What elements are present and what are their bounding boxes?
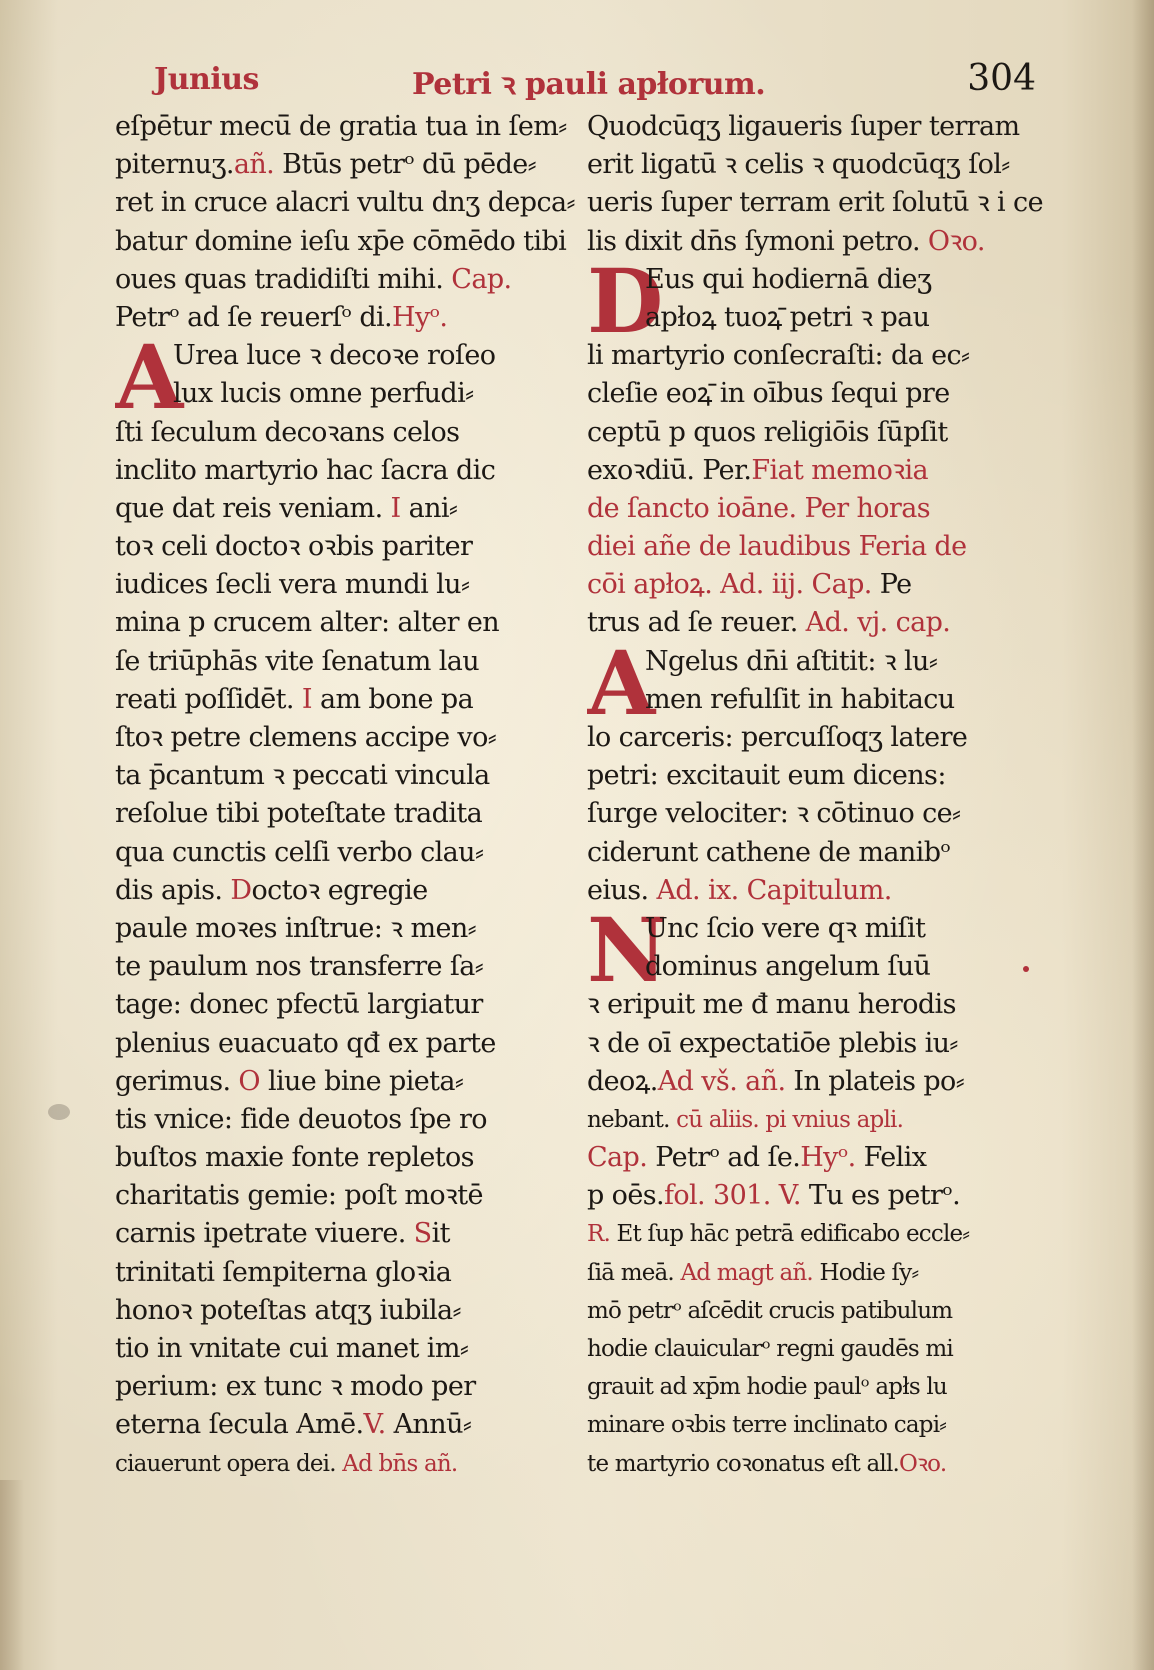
- text-line: [587, 1368, 1055, 1406]
- body-text: lux lucis omne perfudi⸗: [173, 378, 474, 410]
- body-text: honoꝛ poteſtas atqʒ iubila⸗: [115, 1294, 461, 1326]
- body-text: Petrᵒ ad ſe reuerſᵒ di.: [115, 301, 393, 333]
- text-line: [115, 795, 583, 833]
- rubric-text: I: [390, 492, 401, 524]
- text-line: [115, 223, 583, 261]
- body-text: te martyrio coꝛonatus eſt all.: [587, 1450, 900, 1477]
- body-text: ſiā meā.: [587, 1259, 681, 1286]
- text-line: [645, 948, 1055, 986]
- body-text: grauit ad xp̄m hodie paulᵒ apłs lu: [587, 1374, 947, 1401]
- body-text: apłoꝝ tuoꝝ̄ petri ꝛ pau: [645, 301, 930, 333]
- rubric-text: Hyᵒ.: [800, 1142, 856, 1174]
- text-line: [645, 681, 1055, 719]
- text-line: [115, 910, 583, 948]
- body-text: ciauerunt opera dei.: [115, 1450, 343, 1477]
- body-text: Pe: [871, 569, 912, 601]
- text-line: [587, 108, 1055, 146]
- body-text: Hodie ſy⸗: [812, 1259, 919, 1286]
- body-text: paule moꝛes inſtrue: ꝛ men⸗: [115, 912, 477, 944]
- text-line: [115, 184, 583, 222]
- body-text: Btūs petrᵒ dū pēde⸗: [274, 149, 537, 181]
- text-line: [115, 1292, 583, 1330]
- rubric-text: Hyᵒ.: [392, 301, 448, 333]
- body-text: li martyrio conſecraſti: da ec⸗: [587, 340, 970, 372]
- text-line: [587, 1025, 1055, 1063]
- text-line: [115, 1368, 583, 1406]
- text-line: [587, 757, 1055, 795]
- text-line: [115, 108, 583, 146]
- rubricated-initial: N: [587, 909, 668, 987]
- body-text: minare oꝛbis terre inclinato capi⸗: [587, 1412, 947, 1439]
- body-text: p oēs.: [587, 1180, 664, 1212]
- body-text: erit ligatū ꝛ celis ꝛ quodcūqʒ ſol⸗: [587, 149, 1010, 181]
- text-line: [587, 1215, 1055, 1253]
- text-line: [115, 719, 583, 757]
- rubric-text: Cap.: [451, 263, 512, 295]
- text-line: [173, 375, 583, 413]
- body-text: oues quas tradidiſti mihi.: [115, 263, 452, 295]
- right-text-column: [587, 108, 1055, 1483]
- rubric-text: D: [230, 874, 252, 906]
- body-text: Et ſup hāc petrā edificabo eccle⸗: [610, 1221, 970, 1248]
- body-text: ꝛ eripuit me đ manu herodis: [587, 989, 956, 1021]
- initial-block: [587, 910, 1055, 986]
- text-line: [115, 1139, 583, 1177]
- text-line: [115, 414, 583, 452]
- worn-page-edge: [0, 1480, 24, 1670]
- rubric-text: Per horas: [804, 492, 930, 524]
- body-text: lis dixit dn̄s ſymoni petro.: [587, 225, 928, 257]
- body-text: qua cunctis celſi verbo clau⸗: [115, 836, 484, 868]
- text-line: [115, 757, 583, 795]
- text-line: [115, 1445, 583, 1483]
- body-text: deoꝝ.: [587, 1065, 658, 1097]
- text-line: [587, 1254, 1055, 1292]
- text-line: [115, 1330, 583, 1368]
- rubric-text: fol. 301. V.: [663, 1180, 801, 1212]
- body-text: ꝛ de oī expectatiōe plebis iu⸗: [587, 1027, 958, 1059]
- text-line: [587, 1330, 1055, 1368]
- text-line: [115, 1406, 583, 1444]
- text-line: [115, 566, 583, 604]
- text-line: [115, 1063, 583, 1101]
- body-text: mō petrᵒ aſcēdit crucis patibulum: [587, 1297, 953, 1324]
- body-text: Petrᵒ ad ſe.: [647, 1142, 801, 1174]
- text-line: [115, 834, 583, 872]
- text-line: [587, 1445, 1055, 1483]
- text-line: [645, 643, 1055, 681]
- body-text: ſtoꝛ petre clemens accipe vo⸗: [115, 722, 497, 754]
- text-line: [587, 184, 1055, 222]
- rubric-text: Oꝛo.: [927, 225, 985, 257]
- text-line: [115, 643, 583, 681]
- rubricated-initial: A: [587, 642, 656, 720]
- rubric-text: Fiat memoꝛia: [751, 454, 929, 486]
- text-line: [587, 1139, 1055, 1177]
- body-text: dis apis.: [115, 874, 231, 906]
- body-text: liue bine pieta⸗: [259, 1065, 464, 1097]
- body-text: Annū⸗: [385, 1409, 472, 1441]
- text-line: [587, 834, 1055, 872]
- text-line: [587, 795, 1055, 833]
- body-text: tage: donec pfectū largiatur: [115, 989, 483, 1021]
- running-head: [150, 58, 1036, 108]
- body-text: te paulum nos transferre ſa⸗: [115, 951, 484, 983]
- rubric-text: Ad vš. añ.: [657, 1065, 786, 1097]
- text-line: [587, 1063, 1055, 1101]
- text-line: [115, 986, 583, 1024]
- text-line: [115, 1025, 583, 1063]
- body-text: it: [431, 1218, 450, 1250]
- left-text-column: [115, 108, 583, 1483]
- running-head-title: Petri ꝛ pauli apłorum.: [412, 67, 766, 102]
- body-text: ret in cruce alacri vultu dnʒ depca⸗: [115, 187, 575, 219]
- rubric-text: Oꝛo.: [899, 1450, 947, 1477]
- body-text: inclito martyrio hac ſacra dic: [115, 454, 496, 486]
- body-text: eius.: [587, 874, 657, 906]
- text-line: [645, 910, 1055, 948]
- rubric-text: Ad. ix. Capitulum.: [656, 874, 892, 906]
- body-text: dominus angelum ſuū: [645, 951, 931, 983]
- text-line: [115, 872, 583, 910]
- text-line: [115, 261, 583, 299]
- body-text: gerimus.: [115, 1065, 239, 1097]
- body-text: trinitati ſempiterna gloꝛia: [115, 1256, 452, 1288]
- body-text: tis vnice: fide deuotos ſpe ro: [115, 1103, 487, 1135]
- folio-number: 304: [967, 58, 1036, 99]
- initial-block: [587, 261, 1055, 337]
- body-text: piternuʒ.: [115, 149, 234, 181]
- body-text: que dat reis veniam.: [115, 492, 391, 524]
- body-text: tio in vnitate cui manet im⸗: [115, 1333, 469, 1365]
- text-line: [587, 375, 1055, 413]
- ink-smudge: [48, 1104, 70, 1120]
- body-text: Eus qui hodiernā dieʒ: [645, 263, 932, 295]
- rubric-text: R.: [587, 1221, 611, 1248]
- body-text: Unc ſcio vere qꝛ miſit: [645, 912, 926, 944]
- text-line: [115, 1101, 583, 1139]
- body-text: ani⸗: [400, 492, 458, 524]
- text-line: [115, 681, 583, 719]
- text-line: [115, 1215, 583, 1253]
- text-line: [587, 528, 1055, 566]
- rubric-text: Feria de: [858, 531, 967, 563]
- text-line: [587, 719, 1055, 757]
- body-text: perium: ex tunc ꝛ modo per: [115, 1371, 476, 1403]
- rubric-text: de ſancto ioāne.: [587, 492, 805, 524]
- running-head-month: Junius: [154, 62, 259, 97]
- text-line: [587, 566, 1055, 604]
- text-line: [115, 1254, 583, 1292]
- text-line: [587, 414, 1055, 452]
- body-text: petri: excitauit eum dicens:: [587, 760, 946, 792]
- text-line: [173, 337, 583, 375]
- text-line: [587, 223, 1055, 261]
- rubric-text: cū aliis. pi vnius apli.: [676, 1106, 904, 1133]
- rubric-text: Ad bn̄s añ.: [342, 1450, 458, 1477]
- body-text: nebant.: [587, 1106, 677, 1133]
- body-text: ſti ſeculum decoꝛans celos: [115, 416, 460, 448]
- text-line: [645, 261, 1055, 299]
- text-line: [115, 528, 583, 566]
- initial-block: [587, 643, 1055, 719]
- body-text: reſolue tibi poteſtate tradita: [115, 798, 483, 830]
- rubric-text: V.: [363, 1409, 386, 1441]
- body-text: ta p̄cantum ꝛ peccati vincula: [115, 760, 490, 792]
- text-line: [587, 1292, 1055, 1330]
- body-text: eterna ſecula Amē.: [115, 1409, 364, 1441]
- text-line: [587, 1101, 1055, 1139]
- text-line: [587, 1406, 1055, 1444]
- body-text: trus ad ſe reuer.: [587, 607, 806, 639]
- rubric-text: S: [413, 1218, 432, 1250]
- text-line: [587, 337, 1055, 375]
- body-text: ueris ſuper terram erit ſolutū ꝛ i ce: [587, 187, 1043, 219]
- body-text: mina p crucem alter: alter en: [115, 607, 500, 639]
- rubricated-initial: D: [587, 260, 664, 338]
- rubric-text: añ.: [233, 149, 275, 181]
- body-text: men refulſit in habitacu: [645, 683, 955, 715]
- body-text: am bone pa: [311, 683, 474, 715]
- text-line: [115, 490, 583, 528]
- body-text: batur domine ieſu xp̄e cōmēdo tibi: [115, 225, 567, 257]
- text-line: [115, 1177, 583, 1215]
- text-line: [587, 872, 1055, 910]
- body-text: plenius euacuato qđ ex parte: [115, 1027, 496, 1059]
- text-line: [587, 490, 1055, 528]
- text-line: [587, 452, 1055, 490]
- rubric-text: Ad. vj. cap.: [805, 607, 951, 639]
- binding-shadow: [1132, 0, 1154, 1670]
- body-text: ciderunt cathene de manibᵒ: [587, 836, 951, 868]
- body-text: ceptū p quos religiōis ſūpſit: [587, 416, 948, 448]
- body-text: hodie clauicularᵒ regni gaudēs mi: [587, 1336, 953, 1363]
- text-line: [587, 1177, 1055, 1215]
- rubric-text: Ad magt añ.: [680, 1259, 813, 1286]
- body-text: Ngelus dn̄i aſtitit: ꝛ lu⸗: [645, 645, 938, 677]
- text-line: [587, 986, 1055, 1024]
- text-line: [115, 604, 583, 642]
- text-line: [645, 299, 1055, 337]
- body-text: reati poſſidēt.: [115, 683, 302, 715]
- body-text: charitatis gemie: poſt moꝛtē: [115, 1180, 483, 1212]
- initial-block: [115, 337, 583, 413]
- body-text: Felix: [855, 1142, 927, 1174]
- text-line: [115, 948, 583, 986]
- rubric-text: diei añe de laudibus: [587, 531, 859, 563]
- body-text: carnis ipetrate viuere.: [115, 1218, 414, 1250]
- text-line: [115, 299, 583, 337]
- rubric-text: O: [238, 1065, 260, 1097]
- body-text: iudices ſecli vera mundi lu⸗: [115, 569, 470, 601]
- text-line: [587, 146, 1055, 184]
- body-text: toꝛ celi doctoꝛ oꝛbis pariter: [115, 531, 473, 563]
- body-text: ſurge velociter: ꝛ cōtinuo ce⸗: [587, 798, 961, 830]
- rubric-text: Cap.: [587, 1142, 648, 1174]
- rubricated-initial: A: [115, 337, 184, 414]
- body-text: Tu es petrᵒ.: [800, 1180, 961, 1212]
- rubric-text: cōi apłoꝝ. Ad. iij. Cap.: [587, 569, 872, 601]
- body-text: lo carceris: percuſſoqʒ latere: [587, 722, 968, 754]
- body-text: octoꝛ egregie: [251, 874, 428, 906]
- body-text: exoꝛdiū. Per.: [587, 454, 752, 486]
- text-line: [115, 146, 583, 184]
- body-text: cleſie eoꝝ̄ in oībus ſequi pre: [587, 378, 950, 410]
- body-text: Quodcūqʒ ligaueris ſuper terram: [587, 111, 1020, 142]
- body-text: ſe triūphās vite ſenatum lau: [115, 645, 480, 677]
- text-line: [587, 604, 1055, 642]
- body-text: buſtos maxie fonte repletos: [115, 1142, 474, 1174]
- body-text: Urea luce ꝛ decoꝛe roſeo: [173, 340, 496, 372]
- rubric-text: I: [301, 683, 312, 715]
- text-line: [115, 452, 583, 490]
- body-text: In plateis po⸗: [785, 1065, 965, 1097]
- body-text: eſpētur mecū̄ de gratia tua in ſem⸗: [115, 111, 567, 142]
